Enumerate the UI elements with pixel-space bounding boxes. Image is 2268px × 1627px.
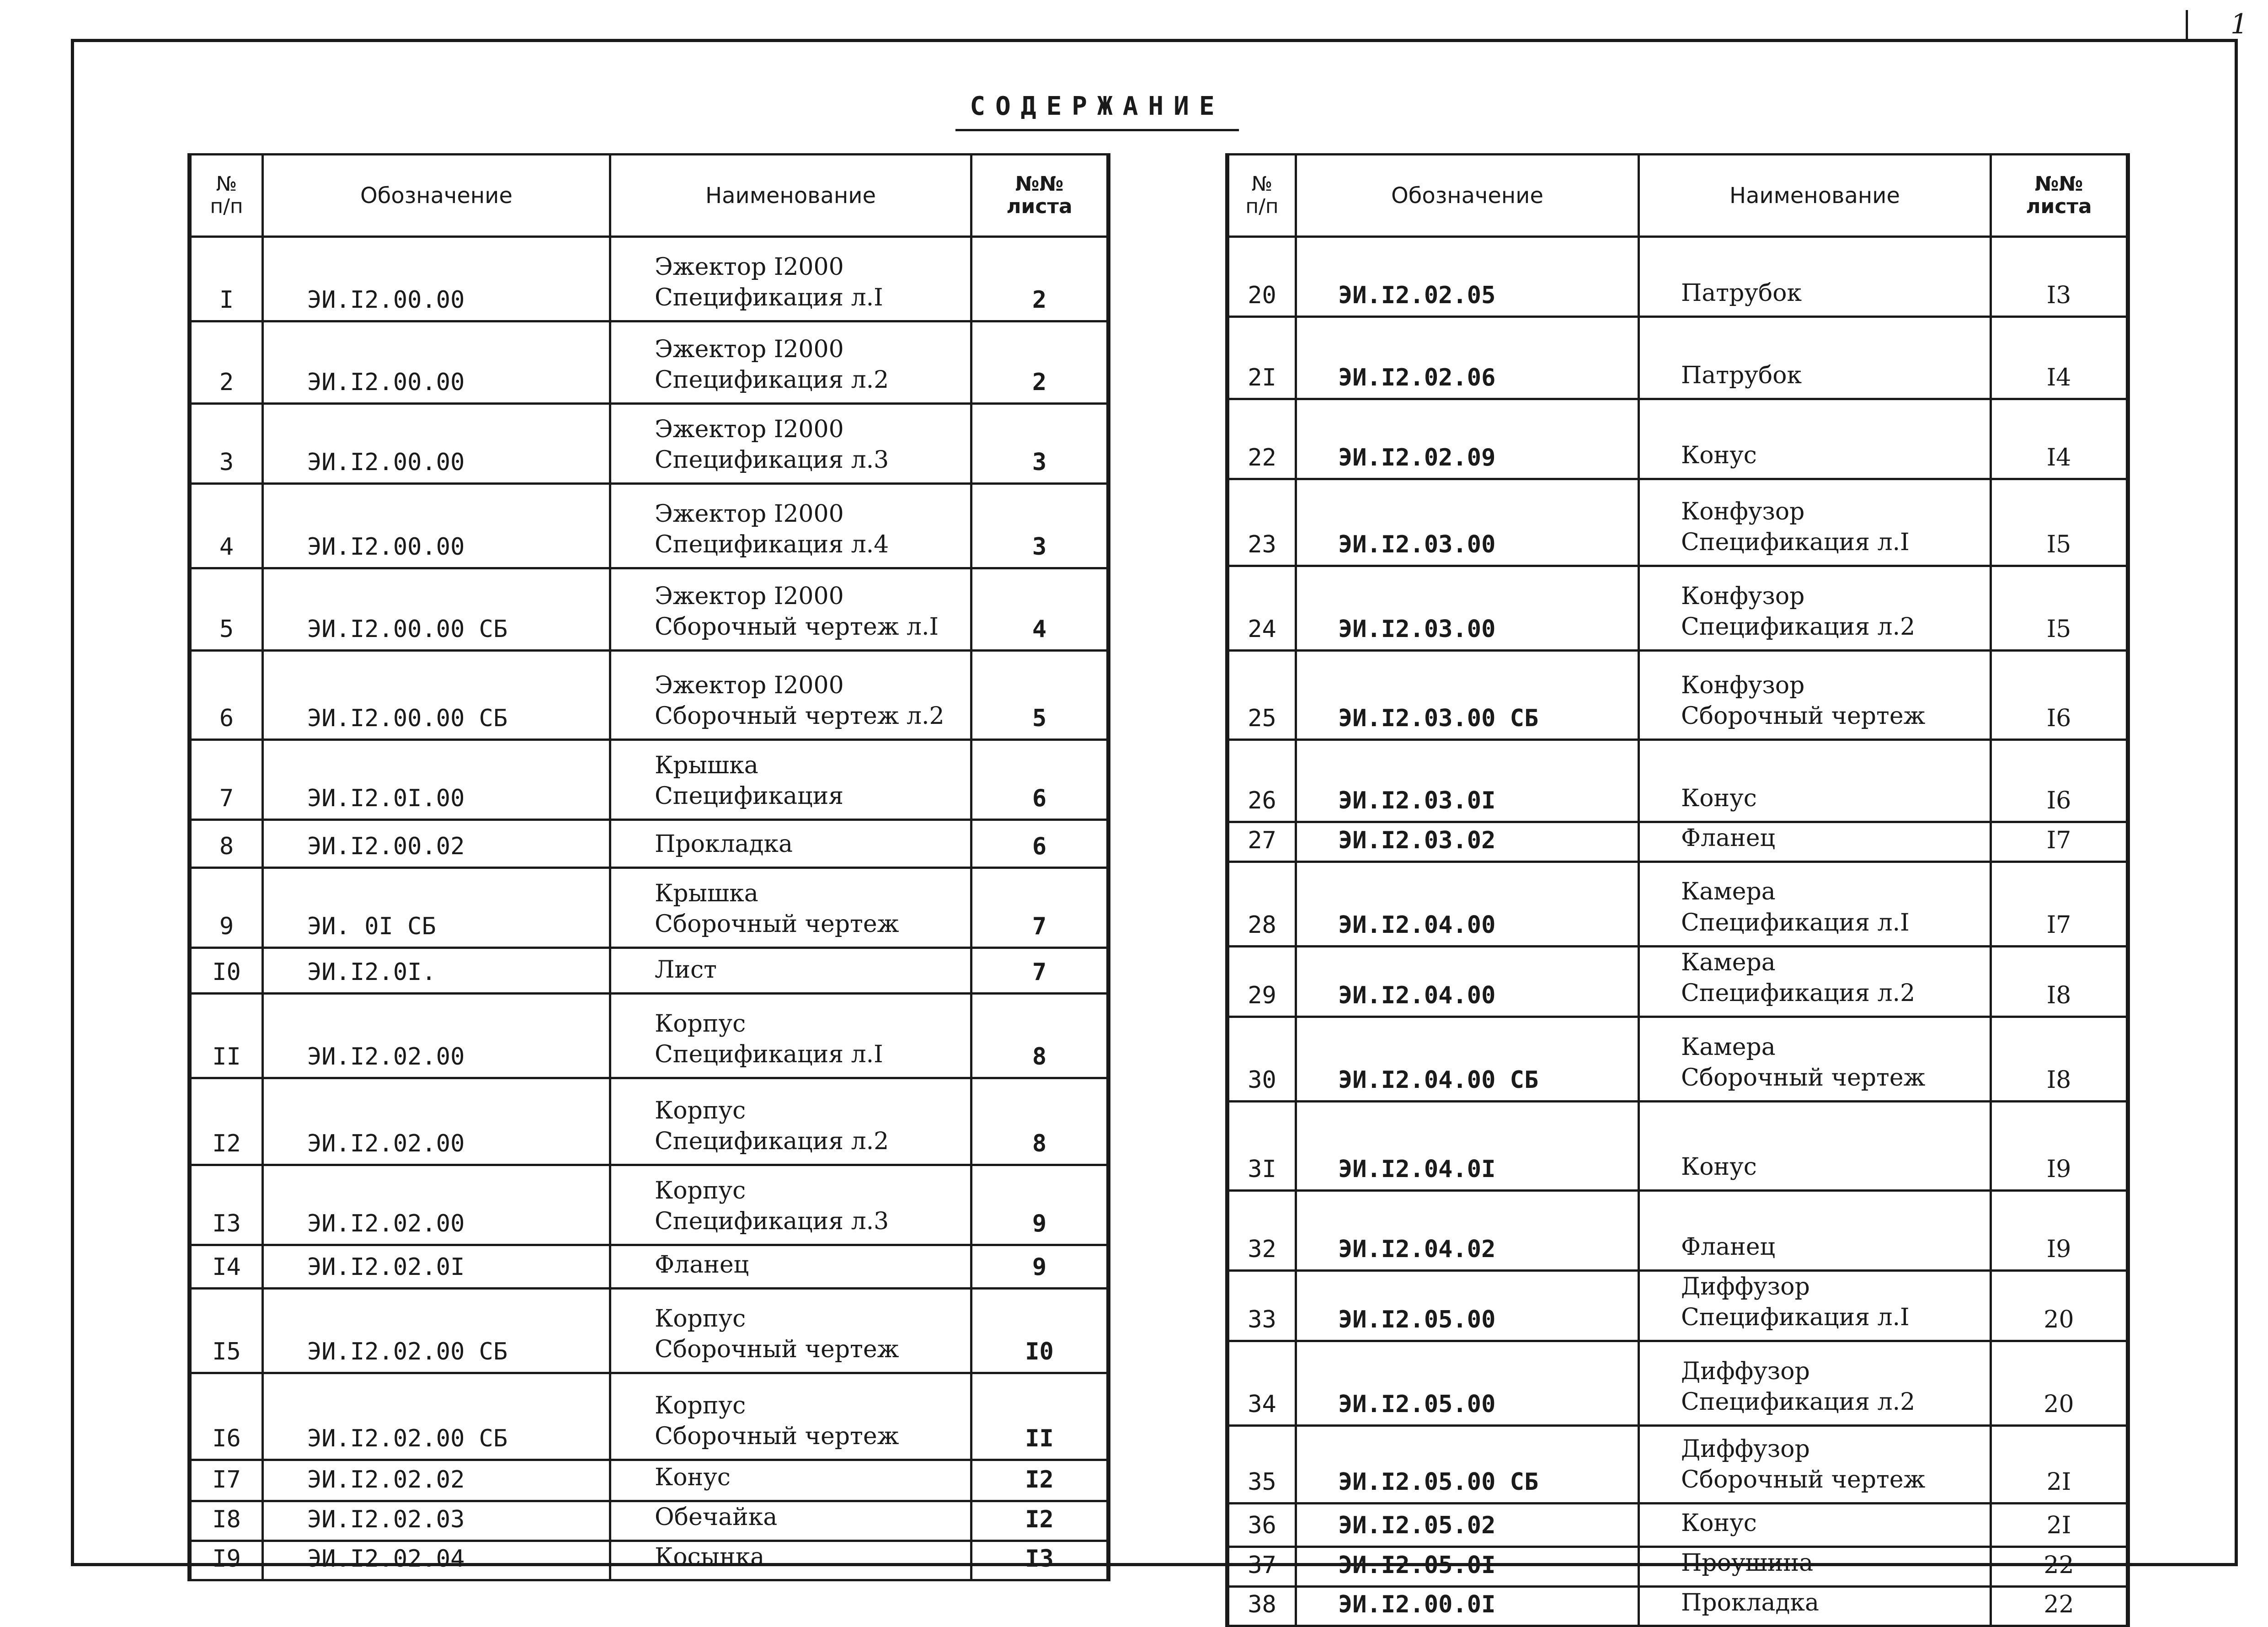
sheet-number: I7	[1991, 822, 2128, 862]
designation: ЭИ.I2.02.00	[263, 1078, 610, 1165]
item-name	[610, 1541, 971, 1580]
sheet-number: I2	[971, 1460, 1109, 1501]
sheet-number: I6	[1991, 651, 2128, 740]
sheet-number: 8	[971, 994, 1109, 1078]
item-name	[1639, 862, 1991, 946]
designation: ЭИ.I2.03.0I	[1296, 740, 1639, 822]
item-name-line: Сборочный чертеж	[1681, 1064, 1926, 1092]
row-number: I3	[190, 1165, 263, 1245]
sheet-number: I5	[1991, 566, 2128, 651]
item-name	[610, 1289, 971, 1373]
table-row	[1227, 566, 2128, 651]
sheet-number: II	[971, 1373, 1109, 1460]
row-number: 26	[1227, 740, 1296, 822]
item-name-line: Диффузор	[1681, 1273, 1810, 1301]
sheet-number: 22	[1991, 1547, 2128, 1586]
sheet-number: I3	[1991, 237, 2128, 317]
sheet-number: 2I	[1991, 1503, 2128, 1547]
table-row	[190, 1289, 1109, 1373]
item-name-line: Спецификация л.I	[655, 1041, 883, 1069]
sheet-number: 6	[971, 740, 1109, 820]
row-number: 32	[1227, 1190, 1296, 1270]
sheet-number: 5	[971, 651, 1109, 740]
item-name-line: Сборочный чертеж	[655, 1423, 899, 1450]
designation: ЭИ.I2.05.02	[1296, 1503, 1639, 1547]
sheet-number: 6	[971, 820, 1109, 868]
item-name-line: Конус	[655, 1464, 731, 1492]
header-code: Обозначение	[263, 155, 610, 237]
table-row	[190, 1165, 1109, 1245]
contents-body-left	[190, 237, 1109, 1580]
row-number: I0	[190, 948, 263, 994]
designation: ЭИ.I2.00.0I	[1296, 1586, 1639, 1626]
sheet-number: I9	[1991, 1190, 2128, 1270]
document-title: СОДЕРЖАНИЕ	[970, 91, 1225, 121]
item-name-line: Конус	[1681, 1153, 1757, 1181]
designation: ЭИ.I2.02.03	[263, 1501, 610, 1541]
table-row	[1227, 1425, 2128, 1503]
item-name-line: Сборочный чертеж	[655, 1336, 899, 1364]
row-number: 33	[1227, 1270, 1296, 1341]
row-number: I9	[190, 1541, 263, 1580]
sheet-number: I2	[971, 1501, 1109, 1541]
designation: ЭИ.I2.05.00	[1296, 1341, 1639, 1425]
designation: ЭИ.I2.05.00 СБ	[1296, 1425, 1639, 1503]
table-row	[1227, 822, 2128, 862]
row-number: I6	[190, 1373, 263, 1460]
item-name-line: Проушина	[1681, 1549, 1814, 1577]
header-name: Наименование	[1639, 155, 1991, 237]
designation: ЭИ.I2.02.0I	[263, 1245, 610, 1289]
table-row	[190, 484, 1109, 568]
row-number: 36	[1227, 1503, 1296, 1547]
item-name-line: Диффузор	[1681, 1357, 1810, 1385]
item-name-line: Патрубок	[1681, 362, 1802, 390]
item-name-line: Спецификация л.I	[1681, 529, 1910, 557]
sheet-number: 7	[971, 948, 1109, 994]
item-name-line: Конус	[1681, 785, 1757, 813]
item-name	[610, 948, 971, 994]
row-number: I5	[190, 1289, 263, 1373]
designation: ЭИ.I2.00.00 СБ	[263, 651, 610, 740]
item-name	[610, 868, 971, 948]
table-row	[1227, 1547, 2128, 1586]
item-name	[610, 1078, 971, 1165]
table-row	[1227, 1017, 2128, 1101]
item-name-line: Сборочный чертеж	[655, 910, 899, 938]
item-name	[1639, 399, 1991, 479]
item-name-line: Спецификация л.I	[655, 284, 883, 312]
sheet-number: 9	[971, 1245, 1109, 1289]
item-name	[610, 1460, 971, 1501]
designation: ЭИ.I2.04.00 СБ	[1296, 1017, 1639, 1101]
item-name	[1639, 1341, 1991, 1425]
item-name	[1639, 1425, 1991, 1503]
item-name	[610, 1373, 971, 1460]
item-name	[1639, 566, 1991, 651]
item-name-line: Крышка	[655, 751, 758, 779]
row-number: 22	[1227, 399, 1296, 479]
sheet-number: 2I	[1991, 1425, 2128, 1503]
item-name	[1639, 740, 1991, 822]
item-name-line: Эжектор I2000	[655, 671, 844, 699]
table-row	[190, 1373, 1109, 1460]
sheet-number: I8	[1991, 946, 2128, 1017]
table-row	[190, 1078, 1109, 1165]
designation: ЭИ.I2.02.05	[1296, 237, 1639, 317]
row-number: 23	[1227, 479, 1296, 566]
item-name	[610, 820, 971, 868]
sheet-number: I8	[1991, 1017, 2128, 1101]
designation: ЭИ.I2.02.09	[1296, 399, 1639, 479]
row-number: I7	[190, 1460, 263, 1501]
row-number: II	[190, 994, 263, 1078]
table-row	[190, 1245, 1109, 1289]
table-row	[190, 568, 1109, 651]
item-name-line: Спецификация л.I	[1681, 909, 1910, 937]
row-number: 6	[190, 651, 263, 740]
sheet-number: 2	[971, 321, 1109, 404]
item-name	[610, 1165, 971, 1245]
table-row	[190, 994, 1109, 1078]
row-number: I4	[190, 1245, 263, 1289]
item-name	[610, 1501, 971, 1541]
designation: ЭИ.I2.00.00	[263, 321, 610, 404]
designation: ЭИ. 0I СБ	[263, 868, 610, 948]
table-row	[190, 1541, 1109, 1580]
item-name	[610, 994, 971, 1078]
sheet-number: I4	[1991, 399, 2128, 479]
row-number: 2I	[1227, 317, 1296, 399]
item-name	[1639, 1017, 1991, 1101]
contents-body-right	[1227, 237, 2128, 1626]
designation: ЭИ.I2.02.02	[263, 1460, 610, 1501]
row-number: 4	[190, 484, 263, 568]
table-row	[190, 1501, 1109, 1541]
row-number: 20	[1227, 237, 1296, 317]
table-row	[190, 868, 1109, 948]
item-name-line: Косынка	[655, 1543, 765, 1571]
table-row	[1227, 1341, 2128, 1425]
designation: ЭИ.I2.04.00	[1296, 862, 1639, 946]
table-header-row	[1227, 155, 2128, 237]
item-name	[1639, 317, 1991, 399]
header-num: № п/п	[190, 155, 263, 237]
item-name-line: Крышка	[655, 879, 758, 907]
table-row	[1227, 862, 2128, 946]
row-number: 5	[190, 568, 263, 651]
row-number: 37	[1227, 1547, 1296, 1586]
item-name-line: Конус	[1681, 442, 1757, 470]
designation: ЭИ.I2.02.00 СБ	[263, 1373, 610, 1460]
item-name-line: Фланец	[655, 1251, 749, 1279]
contents-table-right	[1225, 153, 2130, 1627]
item-name-line: Сборочный чертеж л.I	[655, 613, 939, 641]
item-name	[610, 651, 971, 740]
item-name	[610, 404, 971, 484]
row-number: 34	[1227, 1341, 1296, 1425]
row-number: 27	[1227, 822, 1296, 862]
sheet-number: I9	[1991, 1101, 2128, 1190]
item-name	[1639, 1503, 1991, 1547]
designation: ЭИ.I2.04.00	[1296, 946, 1639, 1017]
item-name-line: Патрубок	[1681, 279, 1802, 307]
item-name-line: Сборочный чертеж	[1681, 1466, 1926, 1494]
item-name-line: Лист	[655, 956, 717, 984]
item-name-line: Диффузор	[1681, 1435, 1810, 1463]
row-number: 3I	[1227, 1101, 1296, 1190]
row-number: I8	[190, 1501, 263, 1541]
header-sheet: №№ листа	[1991, 155, 2128, 237]
item-name-line: Спецификация л.2	[655, 1128, 889, 1156]
table-header-row	[190, 155, 1109, 237]
table-row	[1227, 237, 2128, 317]
designation: ЭИ.I2.00.00	[263, 484, 610, 568]
designation: ЭИ.I2.05.00	[1296, 1270, 1639, 1341]
sheet-number: I7	[1991, 862, 2128, 946]
item-name-line: Эжектор I2000	[655, 500, 844, 528]
table-row	[1227, 317, 2128, 399]
item-name	[610, 568, 971, 651]
item-name	[1639, 1547, 1991, 1586]
table-row	[1227, 1190, 2128, 1270]
row-number: 7	[190, 740, 263, 820]
row-number: 38	[1227, 1586, 1296, 1626]
designation: ЭИ.I2.02.00 СБ	[263, 1289, 610, 1373]
table-row	[1227, 399, 2128, 479]
table-row	[190, 1460, 1109, 1501]
table-row	[1227, 651, 2128, 740]
designation: ЭИ.I2.00.02	[263, 820, 610, 868]
table-row	[190, 820, 1109, 868]
item-name	[1639, 1586, 1991, 1626]
item-name	[1639, 651, 1991, 740]
row-number: 30	[1227, 1017, 1296, 1101]
designation: ЭИ.I2.00.00 СБ	[263, 568, 610, 651]
item-name-line: Конфузор	[1681, 498, 1805, 525]
item-name-line: Корпус	[655, 1097, 746, 1124]
table-row	[1227, 1586, 2128, 1626]
item-name-line: Эжектор I2000	[655, 582, 844, 610]
item-name	[1639, 946, 1991, 1017]
item-name-line: Камера	[1681, 1033, 1776, 1061]
item-name-line: Корпус	[655, 1010, 746, 1038]
item-name-line: Сборочный чертеж	[1681, 702, 1926, 730]
header-sheet: №№ листа	[971, 155, 1109, 237]
row-number: 35	[1227, 1425, 1296, 1503]
designation: ЭИ.I2.00.00	[263, 237, 610, 321]
row-number: 29	[1227, 946, 1296, 1017]
sheet-number: 2	[971, 237, 1109, 321]
item-name-line: Спецификация л.2	[655, 366, 889, 394]
item-name-line: Спецификация л.2	[1681, 979, 1916, 1007]
item-name-line: Прокладка	[655, 830, 793, 858]
table-row	[1227, 479, 2128, 566]
designation: ЭИ.I2.02.04	[263, 1541, 610, 1580]
item-name-line: Спецификация л.3	[655, 446, 889, 474]
item-name	[610, 321, 971, 404]
item-name-line: Эжектор I2000	[655, 335, 844, 363]
designation: ЭИ.I2.03.02	[1296, 822, 1639, 862]
item-name	[610, 484, 971, 568]
row-number: 8	[190, 820, 263, 868]
item-name	[610, 740, 971, 820]
item-name	[1639, 479, 1991, 566]
title-underline	[955, 129, 1239, 131]
item-name-line: Конус	[1681, 1509, 1757, 1537]
item-name-line: Эжектор I2000	[655, 253, 844, 281]
designation: ЭИ.I2.00.00	[263, 404, 610, 484]
row-number: 24	[1227, 566, 1296, 651]
sheet-number: 3	[971, 484, 1109, 568]
row-number: I	[190, 237, 263, 321]
row-number: 2	[190, 321, 263, 404]
table-row	[190, 948, 1109, 994]
sheet-number: 9	[971, 1165, 1109, 1245]
item-name-line: Спецификация л.I	[1681, 1304, 1910, 1332]
table-row	[190, 740, 1109, 820]
table-row	[1227, 740, 2128, 822]
row-number: 3	[190, 404, 263, 484]
contents-table-left	[187, 153, 1110, 1581]
sheet-number: 7	[971, 868, 1109, 948]
item-name-line: Обечайка	[655, 1504, 778, 1531]
designation: ЭИ.I2.0I.00	[263, 740, 610, 820]
item-name-line: Спецификация л.2	[1681, 613, 1916, 641]
page-number: 1	[2230, 8, 2248, 40]
row-number: 9	[190, 868, 263, 948]
designation: ЭИ.I2.05.0I	[1296, 1547, 1639, 1586]
row-number: 25	[1227, 651, 1296, 740]
sheet-number: I5	[1991, 479, 2128, 566]
item-name-line: Корпус	[655, 1392, 746, 1419]
item-name-line: Конфузор	[1681, 582, 1805, 610]
item-name-line: Конфузор	[1681, 671, 1805, 699]
item-name	[1639, 237, 1991, 317]
designation: ЭИ.I2.03.00	[1296, 566, 1639, 651]
item-name	[1639, 1101, 1991, 1190]
table-row	[1227, 1503, 2128, 1547]
designation: ЭИ.I2.03.00 СБ	[1296, 651, 1639, 740]
item-name	[610, 237, 971, 321]
item-name-line: Спецификация л.3	[655, 1208, 889, 1236]
item-name-line: Камера	[1681, 948, 1776, 976]
designation: ЭИ.I2.0I.	[263, 948, 610, 994]
item-name-line: Корпус	[655, 1177, 746, 1204]
item-name-line: Спецификация	[655, 782, 844, 810]
item-name-line: Спецификация л.4	[655, 531, 889, 559]
item-name-line: Сборочный чертеж л.2	[655, 702, 945, 730]
header-num: № п/п	[1227, 155, 1296, 237]
sheet-number: 22	[1991, 1586, 2128, 1626]
item-name	[610, 1245, 971, 1289]
item-name-line: Корпус	[655, 1305, 746, 1333]
header-code: Обозначение	[1296, 155, 1639, 237]
sheet-number: 20	[1991, 1270, 2128, 1341]
item-name-line: Эжектор I2000	[655, 415, 844, 443]
designation: ЭИ.I2.04.02	[1296, 1190, 1639, 1270]
table-row	[1227, 1270, 2128, 1341]
item-name	[1639, 822, 1991, 862]
designation: ЭИ.I2.02.00	[263, 1165, 610, 1245]
table-row	[190, 321, 1109, 404]
item-name-line: Фланец	[1681, 1233, 1776, 1261]
table-row	[1227, 1101, 2128, 1190]
item-name	[1639, 1270, 1991, 1341]
item-name	[1639, 1190, 1991, 1270]
table-row	[190, 237, 1109, 321]
item-name-line: Фланец	[1681, 824, 1776, 852]
table-row	[1227, 946, 2128, 1017]
sheet-number: 8	[971, 1078, 1109, 1165]
item-name-line: Прокладка	[1681, 1589, 1819, 1616]
table-row	[190, 404, 1109, 484]
sheet-number: 4	[971, 568, 1109, 651]
item-name-line: Спецификация л.2	[1681, 1388, 1916, 1416]
table-row	[190, 651, 1109, 740]
header-name: Наименование	[610, 155, 971, 237]
item-name-line: Камера	[1681, 878, 1776, 906]
designation: ЭИ.I2.02.00	[263, 994, 610, 1078]
row-number: 28	[1227, 862, 1296, 946]
designation: ЭИ.I2.04.0I	[1296, 1101, 1639, 1190]
sheet-number: 20	[1991, 1341, 2128, 1425]
designation: ЭИ.I2.02.06	[1296, 317, 1639, 399]
row-number: I2	[190, 1078, 263, 1165]
sheet-number: I6	[1991, 740, 2128, 822]
sheet-number: 3	[971, 404, 1109, 484]
sheet-number: I0	[971, 1289, 1109, 1373]
sheet-number: I4	[1991, 317, 2128, 399]
sheet-number: I3	[971, 1541, 1109, 1580]
designation: ЭИ.I2.03.00	[1296, 479, 1639, 566]
corner-mark	[2186, 10, 2218, 42]
